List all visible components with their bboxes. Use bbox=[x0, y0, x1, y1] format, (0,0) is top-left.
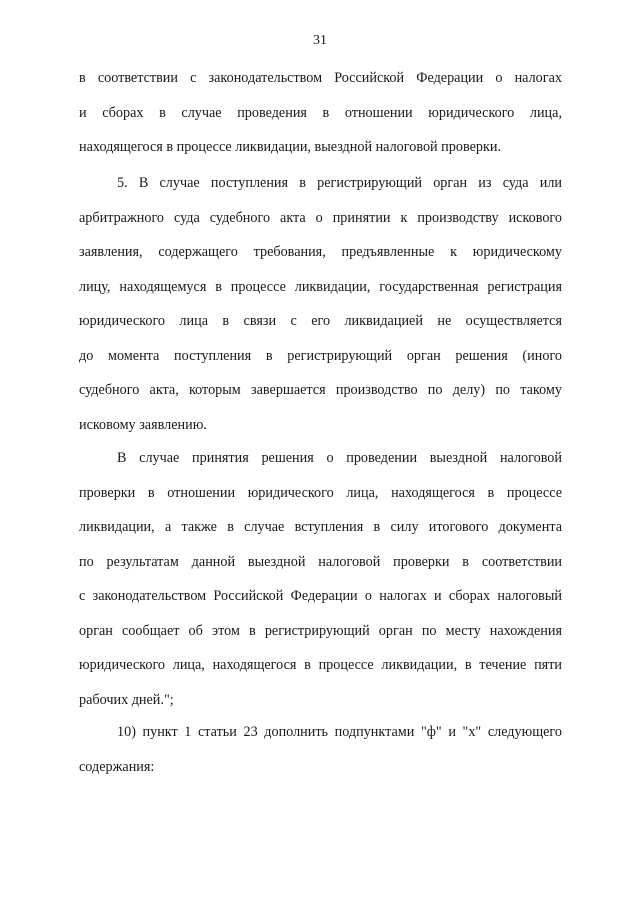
paragraph-item-10 bbox=[79, 715, 562, 784]
text-line: арбитражного суда судебного акта о принятии к производству искового bbox=[79, 209, 562, 226]
paragraph-tax-audit-case bbox=[79, 441, 562, 717]
paragraph-item-5 bbox=[79, 166, 562, 442]
text-line: 5. В случае поступления в регистрирующий орган из суда или bbox=[117, 175, 562, 191]
text-line: орган сообщает об этом в регистрирующий орган по месту нахождения bbox=[79, 622, 562, 639]
text-line: содержания: bbox=[79, 758, 155, 775]
text-line: по результатам данной выездной налоговой проверки в соответствии bbox=[79, 553, 562, 570]
text-line: до момента поступления в регистрирующий орган решения (иного bbox=[79, 347, 562, 364]
text-line: исковому заявлению. bbox=[79, 416, 207, 433]
text-line: рабочих дней."; bbox=[79, 691, 174, 708]
text-line: судебного акта, которым завершается производство по делу) по такому bbox=[79, 382, 562, 398]
text-line: 10) пункт 1 статьи 23 дополнить подпунктами "ф" и "х" следующего bbox=[117, 724, 562, 740]
text-line: юридического лица в связи с его ликвидацией не осуществляется bbox=[79, 313, 562, 329]
text-line: находящегося в процессе ликвидации, выездной налоговой проверки. bbox=[79, 139, 501, 155]
text-line: юридического лица, находящегося в процессе ликвидации, в течение пяти bbox=[79, 657, 562, 673]
paragraph-continuation bbox=[79, 61, 562, 165]
text-line: лицу, находящемуся в процессе ликвидации, государственная регистрация bbox=[79, 278, 562, 295]
text-line: ликвидации, а также в случае вступления в силу итогового документа bbox=[79, 519, 562, 535]
text-line: В случае принятия решения о проведении выездной налоговой bbox=[117, 450, 562, 466]
page-number: 31 bbox=[313, 33, 327, 48]
text-line: заявления, содержащего требования, предъявленные к юридическому bbox=[79, 244, 562, 260]
text-line: проверки в отношении юридического лица, находящегося в процессе bbox=[79, 484, 562, 501]
text-line: с законодательством Российской Федерации о налогах и сборах налоговый bbox=[79, 588, 562, 604]
text-line: в соответствии с законодательством Российской Федерации о налогах bbox=[79, 70, 562, 86]
text-line: и сборах в случае проведения в отношении юридического лица, bbox=[79, 104, 562, 121]
